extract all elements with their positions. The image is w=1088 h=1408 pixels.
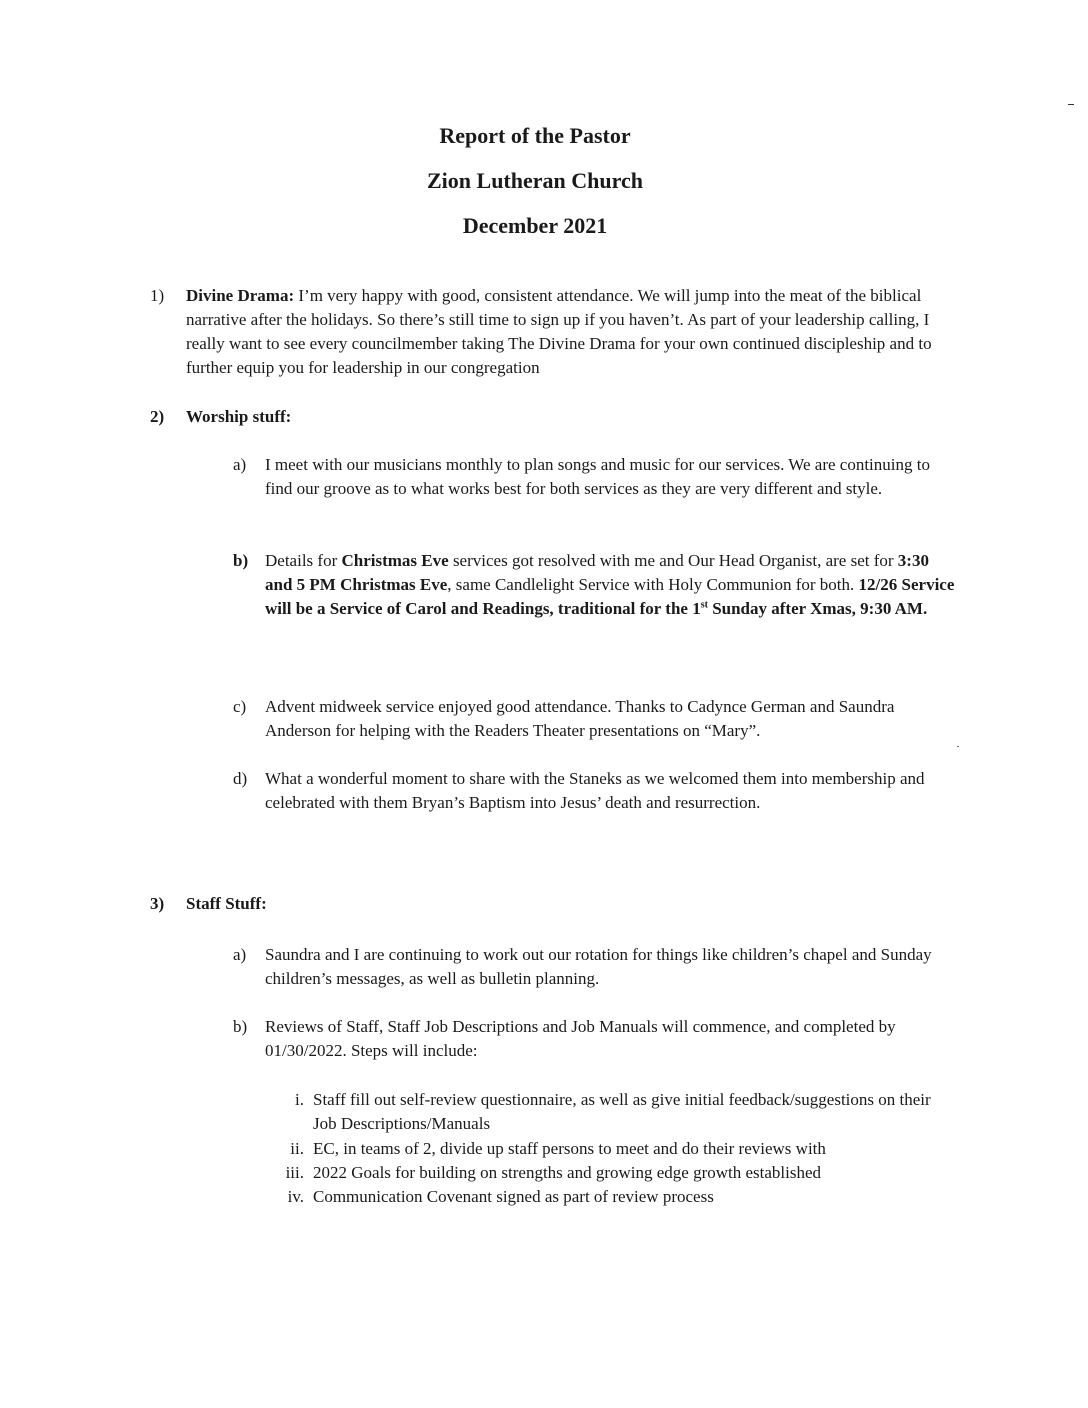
step-1-label: i. [295,1090,304,1109]
section-2-heading: Worship stuff: [186,407,292,426]
step-4-text: Communication Covenant signed as part of review process [313,1187,714,1206]
scan-mark [1068,104,1074,105]
carol-service-emphasis: 12/26 Service will be a Service of Carol and Readings, traditional for the 1 [265,575,955,618]
section-2c-text: Advent midweek service enjoyed good attendance. Thanks to Cadynce German and Saundra Anderson for helping with the Readers Theater presentations on “Mary”. [265,697,895,740]
section-2d-label: d) [233,769,248,788]
section-2c-label: c) [233,697,247,716]
step-3-label: iii. [285,1163,304,1182]
step-3-text: 2022 Goals for building on strengths and growing edge growth established [313,1163,822,1182]
scan-speck [957,746,959,747]
section-2b-part: services got resolved with me and Our Head Organist, are set for [448,551,898,570]
section-2b-label: b) [233,551,249,570]
christmas-eve-emphasis: Christmas Eve [341,551,449,570]
section-2b-part: , same Candlelight Service with Holy Communion for both. [447,575,859,594]
step-1-text: Staff fill out self-review questionnaire, as well as give initial feedback/suggestions on their Job Descriptions/Manuals [313,1090,931,1133]
report-title: Report of the Pastor [439,123,631,148]
section-1-heading: Divine Drama: [186,286,295,305]
step-2-text: EC, in teams of 2, divide up staff persons to meet and do their reviews with [313,1139,826,1158]
section-2b-part: Details for [265,551,342,570]
section-3a-text: Saundra and I are continuing to work out our rotation for things like children’s chapel and Sunday children’s messages, as well as bulletin planning. [265,945,932,988]
service-times-emphasis: 3:30 and 5 PM Christmas Eve [265,551,929,594]
section-2b-text [265,549,955,621]
section-1-paragraph [186,284,956,380]
section-1-number: 1) [150,286,165,305]
section-3a-label: a) [233,945,247,964]
section-2a-text: I meet with our musicians monthly to plan songs and music for our services. We are continuing to find our groove as to what works best for both services as they are very different and style. [265,455,930,498]
section-3b-text: Reviews of Staff, Staff Job Descriptions and Job Manuals will commence, and completed by 01/30/2022. Steps will include: [265,1017,896,1060]
section-2a-label: a) [233,455,247,474]
section-3b-label: b) [233,1017,248,1036]
section-2-number: 2) [150,407,165,426]
section-3-number: 3) [150,894,165,913]
church-name: Zion Lutheran Church [427,168,643,193]
step-2-label: ii. [290,1139,304,1158]
section-3-heading: Staff Stuff: [186,894,267,913]
ordinal-suffix: st [700,599,708,611]
section-2d-text: What a wonderful moment to share with the Staneks as we welcomed them into membership and celebrated with them Bryan’s Baptism into Jesus’ death and resurrection. [265,769,925,812]
report-date: December 2021 [462,213,608,238]
step-4-label: iv. [287,1187,304,1206]
section-1-text: I’m very happy with good, consistent attendance. We will jump into the meat of the biblical narrative after the holidays. So there’s still time to sign up if you haven’t. As part of your leadership calling, I really want to see every councilmember taking The Divine Drama for your own continued discipleship and to further equip you for leadership in our congregation [186,286,932,377]
carol-service-time: Sunday after Xmas, 9:30 AM. [707,599,928,618]
